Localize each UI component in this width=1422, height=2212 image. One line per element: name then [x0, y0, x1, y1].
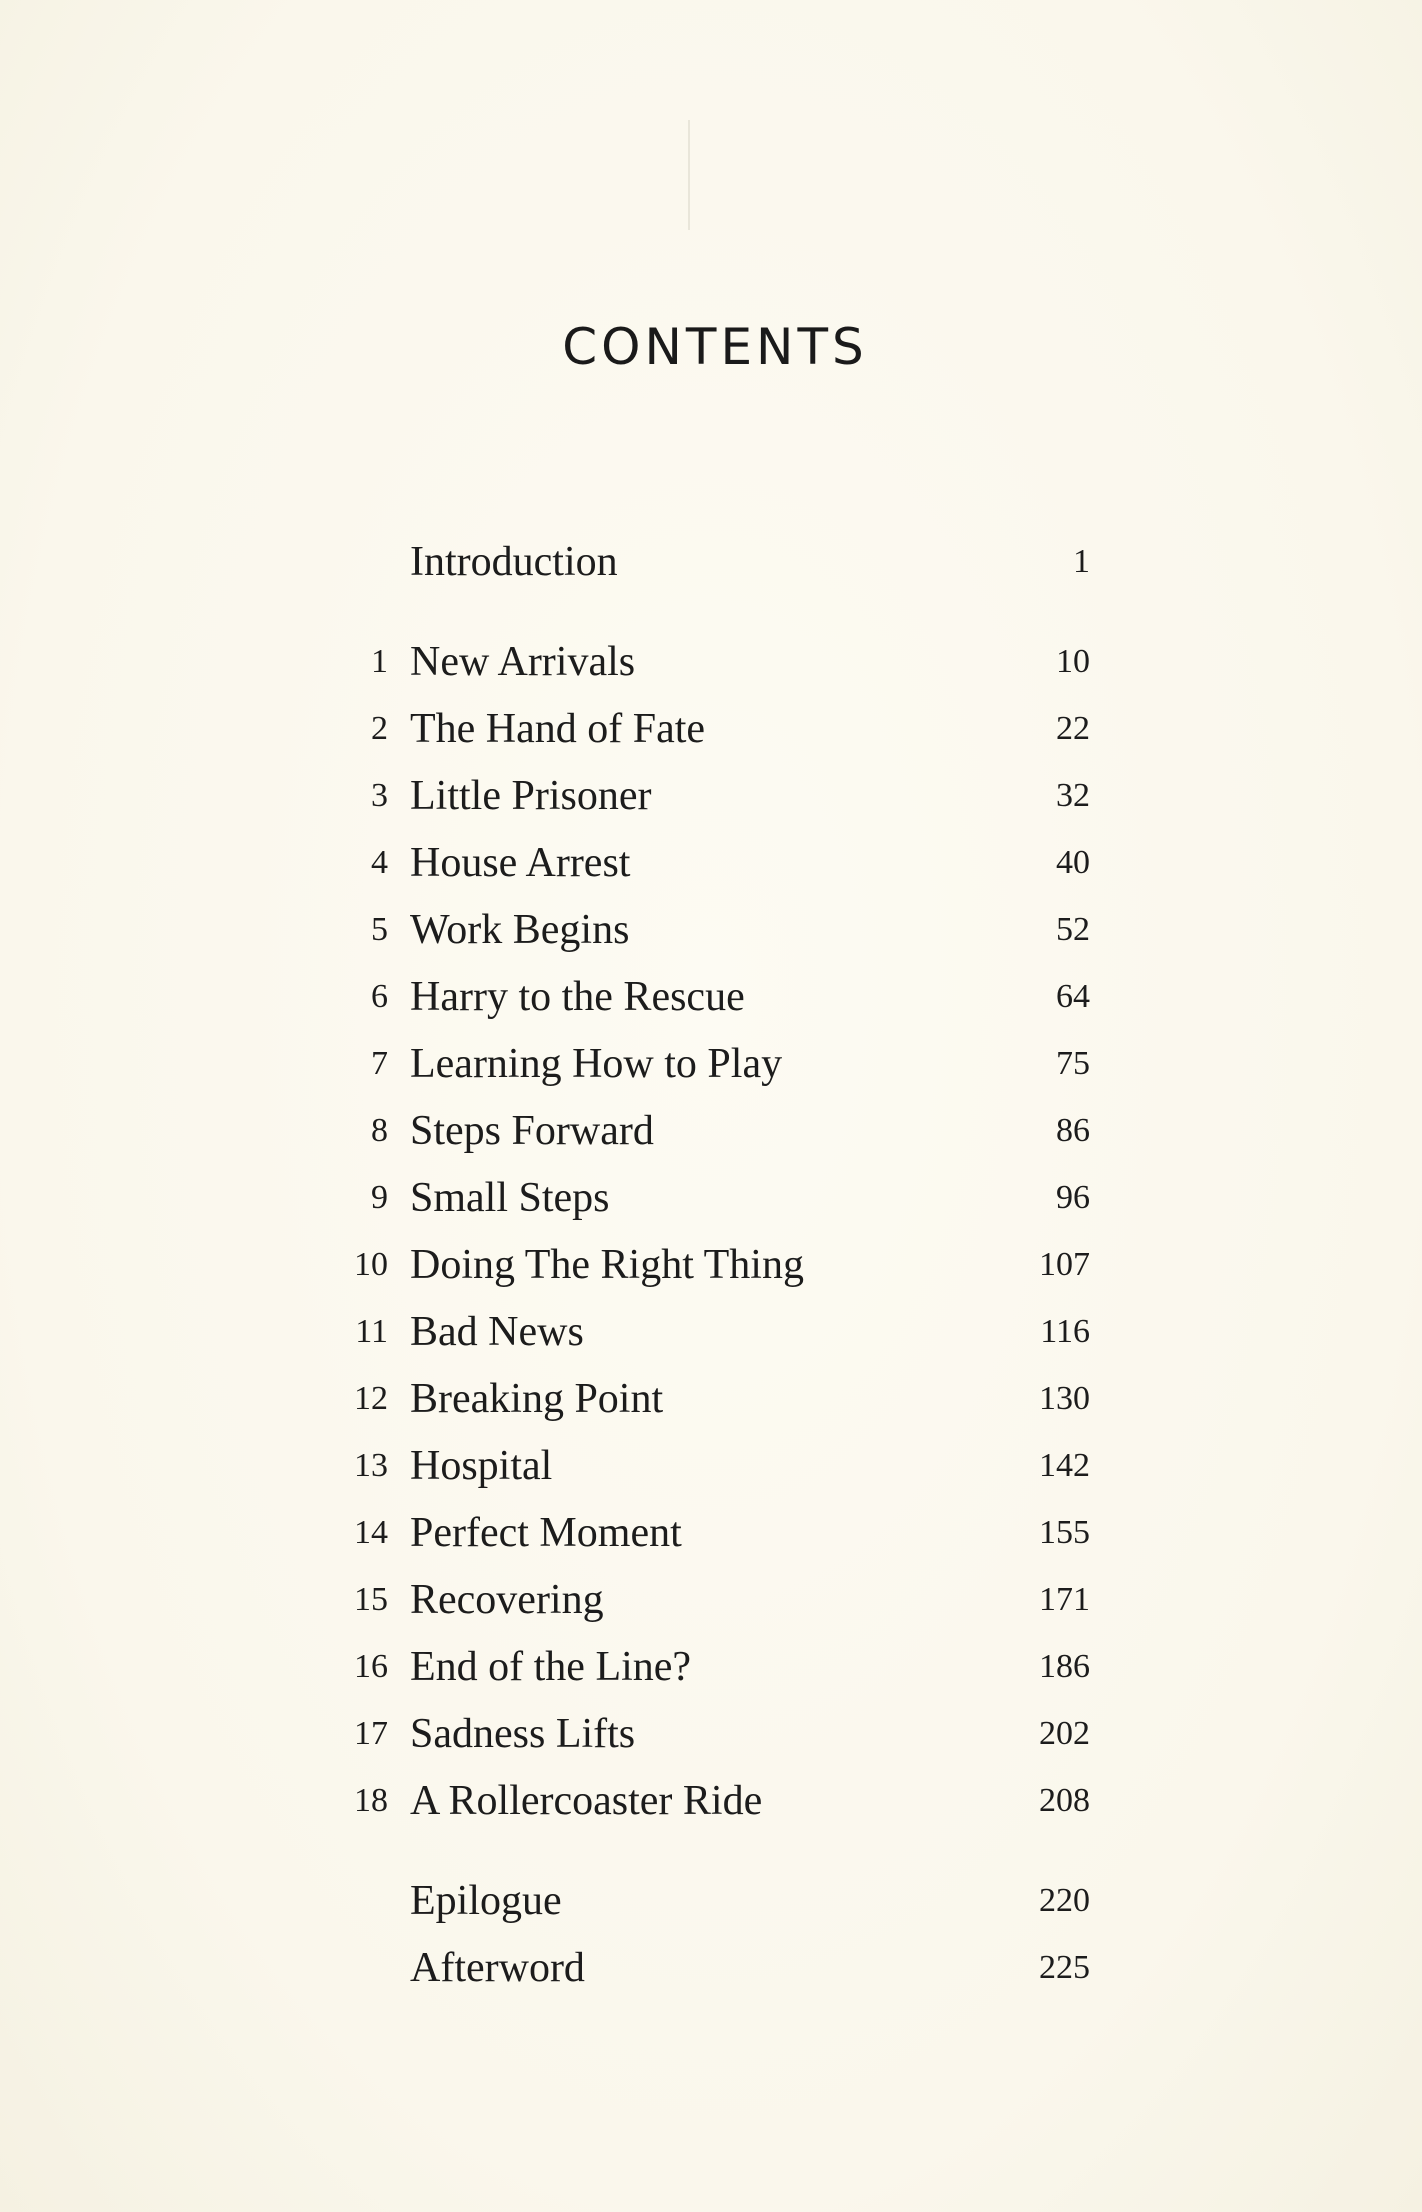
chapter-number: 14: [354, 1514, 388, 1551]
toc-entry: [330, 699, 1090, 759]
chapter-title: Learning How to Play: [410, 1041, 783, 1087]
page-number: 155: [1039, 1514, 1090, 1551]
chapter-title: Harry to the Rescue: [410, 974, 745, 1020]
chapter-number: 5: [371, 911, 388, 948]
page-number: 202: [1039, 1715, 1090, 1752]
toc-entry: [330, 833, 1090, 893]
toc-entry: [330, 1771, 1090, 1831]
toc-entry: [330, 1637, 1090, 1697]
toc-entry: [330, 1235, 1090, 1295]
page-number: 52: [1056, 911, 1090, 948]
chapter-number: 7: [371, 1045, 388, 1082]
chapter-title: House Arrest: [410, 840, 631, 886]
page-number: 40: [1056, 844, 1090, 881]
chapter-number: 13: [354, 1447, 388, 1484]
page-number: 96: [1056, 1179, 1090, 1216]
chapter-number: 9: [371, 1179, 388, 1216]
toc-entry: [330, 632, 1090, 692]
toc-entry: [330, 1168, 1090, 1228]
toc-entry: [330, 1570, 1090, 1630]
chapter-title: End of the Line?: [410, 1644, 692, 1690]
toc-entry: [330, 1704, 1090, 1764]
chapter-number: 12: [354, 1380, 388, 1417]
toc-entry: [330, 900, 1090, 960]
page-number: 208: [1039, 1782, 1090, 1819]
page-number: 75: [1056, 1045, 1090, 1082]
chapter-title: New Arrivals: [410, 639, 636, 685]
chapter-title: Recovering: [410, 1577, 604, 1623]
page-number: 86: [1056, 1112, 1090, 1149]
toc-entry: [330, 1871, 1090, 1931]
chapter-title: Perfect Moment: [410, 1510, 682, 1556]
page-number: 225: [1039, 1949, 1090, 1986]
chapter-number: 16: [354, 1648, 388, 1685]
chapter-title: Introduction: [410, 539, 618, 585]
chapter-number: 10: [354, 1246, 388, 1283]
page-title: CONTENTS: [562, 318, 868, 376]
chapter-number: 17: [354, 1715, 388, 1752]
toc-entry: [330, 1369, 1090, 1429]
chapter-number: 4: [371, 844, 388, 881]
toc-entry: [330, 1034, 1090, 1094]
chapter-number: 1: [371, 643, 388, 680]
chapter-title: Hospital: [410, 1443, 553, 1489]
chapter-title: Steps Forward: [410, 1108, 654, 1154]
paper-crease: [688, 120, 690, 230]
toc-entry: [330, 967, 1090, 1027]
page-number: 220: [1039, 1882, 1090, 1919]
chapter-number: 3: [371, 777, 388, 814]
chapter-title: Little Prisoner: [410, 773, 652, 819]
chapter-number: 18: [354, 1782, 388, 1819]
page-number: 22: [1056, 710, 1090, 747]
chapter-number: 11: [355, 1313, 388, 1350]
toc-entry: [330, 1436, 1090, 1496]
chapter-title: Breaking Point: [410, 1376, 664, 1422]
page-number: 10: [1056, 643, 1090, 680]
page-number: 32: [1056, 777, 1090, 814]
toc-entry: [330, 1101, 1090, 1161]
page-number: 186: [1039, 1648, 1090, 1685]
chapter-number: 6: [371, 978, 388, 1015]
page-number: 64: [1056, 978, 1090, 1015]
toc-entry: [330, 1503, 1090, 1563]
page-number: 1: [1073, 543, 1090, 580]
toc-entry: [330, 1302, 1090, 1362]
page-number: 107: [1039, 1246, 1090, 1283]
chapter-title: Epilogue: [410, 1878, 562, 1924]
chapter-title: A Rollercoaster Ride: [410, 1778, 763, 1824]
chapter-number: 2: [371, 710, 388, 747]
chapter-title: Sadness Lifts: [410, 1711, 636, 1757]
chapter-title: Work Begins: [410, 907, 630, 953]
chapter-number: 8: [371, 1112, 388, 1149]
toc-entry: [330, 1938, 1090, 1998]
page-number: 171: [1039, 1581, 1090, 1618]
chapter-number: 15: [354, 1581, 388, 1618]
chapter-title: Small Steps: [410, 1175, 610, 1221]
page-number: 116: [1040, 1313, 1090, 1350]
toc-entry: [330, 532, 1090, 592]
page-number: 142: [1039, 1447, 1090, 1484]
toc-entry: [330, 766, 1090, 826]
chapter-title: The Hand of Fate: [410, 706, 706, 752]
chapter-title: Bad News: [410, 1309, 584, 1355]
chapter-title: Doing The Right Thing: [410, 1242, 804, 1288]
page-number: 130: [1039, 1380, 1090, 1417]
chapter-title: Afterword: [410, 1945, 585, 1991]
